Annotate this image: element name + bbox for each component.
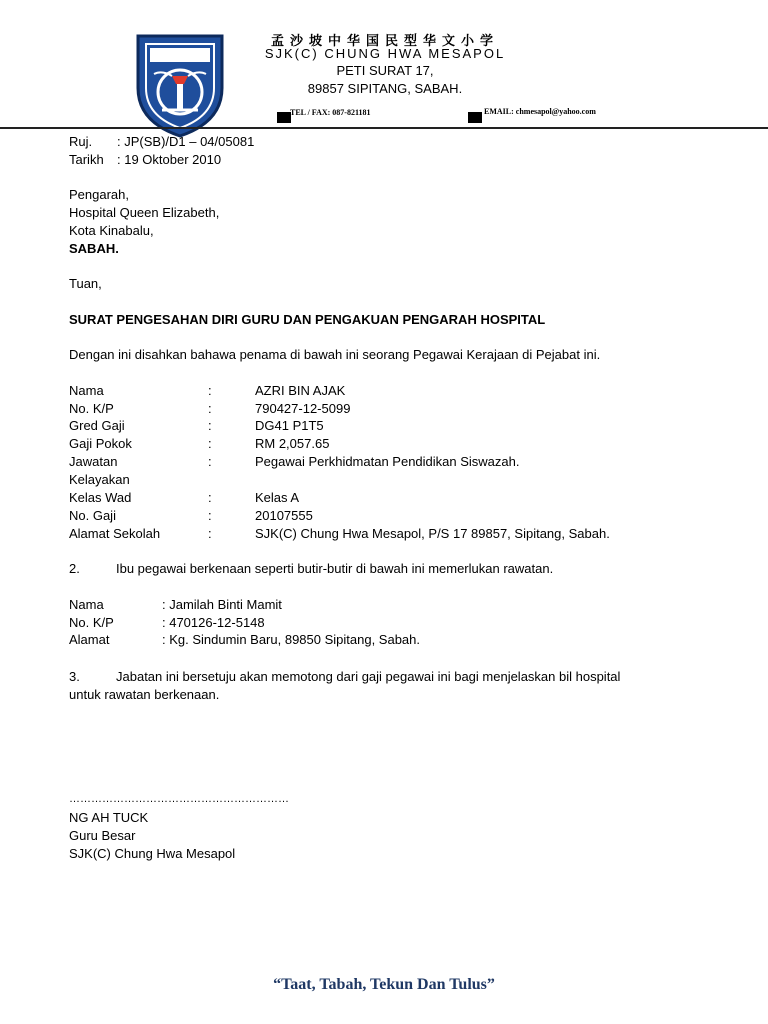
- officer-value: 20107555: [255, 508, 313, 523]
- tarikh-label: Tarikh: [69, 152, 104, 167]
- school-name-english: SJK(C) CHUNG HWA MESAPOL: [264, 46, 506, 61]
- officer-sep: :: [208, 454, 212, 469]
- para2-number: 2.: [69, 561, 80, 576]
- officer-sep: :: [208, 508, 212, 523]
- officer-label: Nama: [69, 383, 104, 398]
- patient-value: : 470126-12-5148: [162, 615, 265, 630]
- patient-label: No. K/P: [69, 615, 114, 630]
- email-icon: [468, 112, 482, 123]
- officer-sep: :: [208, 436, 212, 451]
- officer-value: RM 2,057.65: [255, 436, 330, 451]
- signatory-name: NG AH TUCK: [69, 810, 149, 825]
- signatory-title: Guru Besar: [69, 828, 136, 843]
- addressee-line: SABAH.: [69, 241, 119, 256]
- intro-paragraph: Dengan ini disahkan bahawa penama di bawah ini seorang Pegawai Kerajaan di Pejabat ini.: [69, 347, 601, 362]
- patient-label: Alamat: [69, 632, 110, 647]
- officer-value: 790427-12-5099: [255, 401, 351, 416]
- officer-value: Pegawai Perkhidmatan Pendidikan Siswazah.: [255, 454, 520, 469]
- signatory-school: SJK(C) Chung Hwa Mesapol: [69, 846, 236, 861]
- officer-sep: :: [208, 490, 212, 505]
- para3-line2: untuk rawatan berkenaan.: [69, 687, 220, 702]
- salutation: Tuan,: [69, 276, 102, 291]
- officer-label: Kelas Wad: [69, 490, 132, 505]
- addressee-line: Pengarah,: [69, 187, 129, 202]
- officer-value: Kelas A: [255, 490, 300, 505]
- school-po-box: PETI SURAT 17,: [336, 63, 434, 78]
- ruj-value: : JP(SB)/D1 – 04/05081: [117, 134, 255, 149]
- school-motto: “Taat, Tabah, Tekun Dan Tulus”: [273, 976, 495, 993]
- officer-value: SJK(C) Chung Hwa Mesapol, P/S 17 89857, Sipitang, Sabah.: [255, 526, 610, 541]
- officer-sep: :: [208, 418, 212, 433]
- patient-value: : Jamilah Binti Mamit: [162, 597, 282, 612]
- officer-label: Jawatan: [69, 454, 118, 469]
- addressee-line: Hospital Queen Elizabeth,: [69, 205, 220, 220]
- officer-label: Alamat Sekolah: [69, 526, 161, 541]
- letter-subject: SURAT PENGESAHAN DIRI GURU DAN PENGAKUAN PENGARAH HOSPITAL: [69, 312, 546, 327]
- patient-value: : Kg. Sindumin Baru, 89850 Sipitang, Sabah.: [162, 632, 421, 647]
- phone-icon: [277, 112, 291, 123]
- officer-label: Gred Gaji: [69, 418, 125, 433]
- signature-line: ……………………………………………………: [69, 793, 289, 805]
- para3-number: 3.: [69, 669, 80, 684]
- patient-label: Nama: [69, 597, 104, 612]
- tarikh-value: : 19 Oktober 2010: [117, 152, 222, 167]
- school-name-chinese: 孟沙坡中华国民型华文小学: [270, 34, 499, 49]
- officer-sep: :: [208, 383, 212, 398]
- para3-line1: Jabatan ini bersetuju akan memotong dari gaji pegawai ini bagi menjelaskan bil hospital: [116, 669, 621, 684]
- school-crest-logo: [132, 30, 228, 140]
- officer-sep: :: [208, 401, 212, 416]
- para2-text: Ibu pegawai berkenaan seperti butir-butir di bawah ini memerlukan rawatan.: [116, 561, 554, 576]
- officer-label: Gaji Pokok: [69, 436, 132, 451]
- officer-value: DG41 P1T5: [255, 418, 324, 433]
- addressee-line: Kota Kinabalu,: [69, 223, 154, 238]
- officer-value: AZRI BIN AJAK: [255, 383, 346, 398]
- tel-fax: TEL / FAX: 087-821181: [290, 108, 371, 117]
- email-address: EMAIL: chmesapol@yahoo.com: [484, 107, 596, 116]
- header-divider: [0, 127, 768, 129]
- school-city: 89857 SIPITANG, SABAH.: [307, 81, 463, 96]
- officer-label: No. Gaji: [69, 508, 116, 523]
- officer-label: Kelayakan: [69, 472, 130, 487]
- officer-sep: :: [208, 526, 212, 541]
- officer-label: No. K/P: [69, 401, 114, 416]
- ruj-label: Ruj.: [69, 134, 93, 149]
